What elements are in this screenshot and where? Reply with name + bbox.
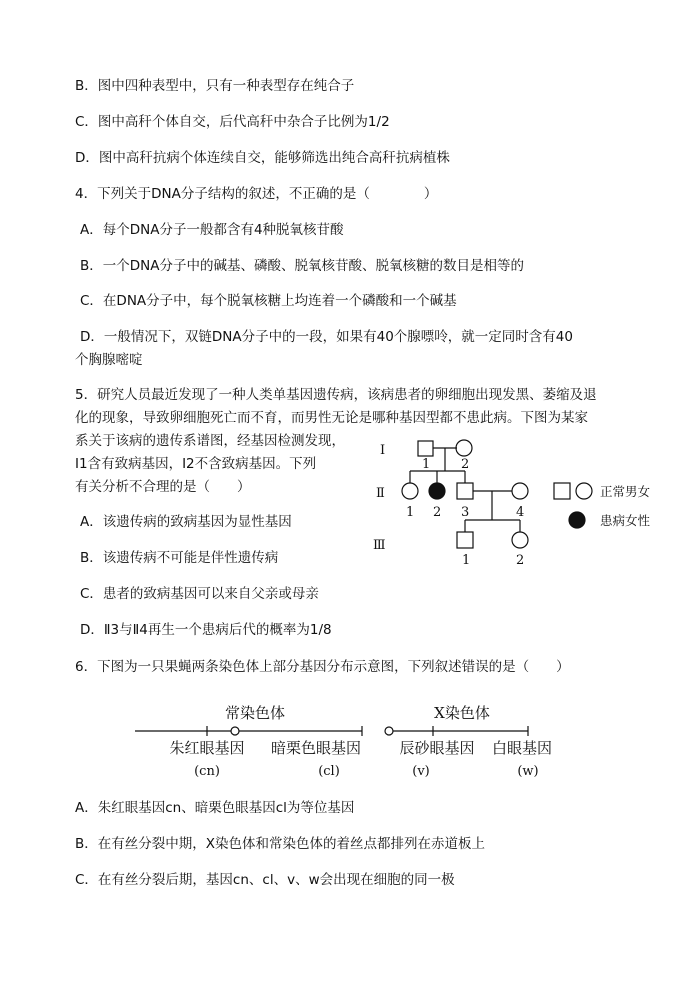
q5-stem-line2: 化的现象，导致卵细胞死亡而不育，而男性无论是哪种基因型都不患此病。下图为某家 [75, 410, 588, 426]
q3-option-c: C．图中高秆个体自交，后代高秆中杂合子比例为1/2 [75, 114, 390, 130]
pedigree-iii1-male [457, 532, 473, 548]
gene-cl-label: 暗栗色眼基因 [270, 739, 362, 757]
q5-stem-line3: 系关于该病的遗传系谱图，经基因检测发现， [75, 433, 345, 449]
q5-option-b: B．该遗传病不可能是伴性遗传病 [80, 550, 279, 566]
q4-option-d-line1: D．一般情况下，双链DNA分子中的一段，如果有40个腺嘌呤，就一定同时含有40 [80, 329, 573, 345]
q5-stem-line4: Ⅰ1含有致病基因，Ⅰ2不含致病基因。下列 [75, 456, 317, 472]
pedigree-i1-male [418, 441, 433, 456]
q5-option-a: A．该遗传病的致病基因为显性基因 [80, 514, 292, 530]
q4-stem: 4．下列关于DNA分子结构的叙述，不正确的是（ ） [75, 186, 438, 202]
pedigree-ii3-male [457, 483, 473, 499]
q6-stem: 6．下图为一只果蝇两条染色体上部分基因分布示意图，下列叙述错误的是（ ） [75, 659, 570, 675]
legend-male-symbol [554, 483, 570, 499]
pedigree-iii2-num: 2 [516, 553, 525, 568]
legend-affected-label: 患病女性 [600, 513, 651, 528]
pedigree-iii2-female [512, 532, 528, 548]
pedigree-i2-num: 2 [461, 457, 470, 472]
pedigree-ii1-num: 1 [406, 505, 415, 520]
gene-v-label: 辰砂眼基因 [399, 739, 475, 757]
q6-option-c: C．在有丝分裂后期，基因cn、cl、v、w会出现在细胞的同一极 [75, 872, 455, 888]
pedigree-ii4-female [512, 483, 528, 499]
pedigree-ii4-num: 4 [516, 505, 525, 520]
legend-female-symbol [576, 483, 592, 499]
q3-option-b: B．图中四种表型中，只有一种表型存在纯合子 [75, 78, 355, 94]
x-chromosome-centromere [385, 727, 393, 735]
q5-option-c: C．患者的致病基因可以来自父亲或母亲 [80, 586, 319, 602]
pedigree-gen2-label: Ⅱ [376, 486, 385, 501]
q4-option-c: C．在DNA分子中，每个脱氧核糖上均连着一个磷酸和一个碱基 [80, 293, 457, 309]
q4-option-d-line2: 个胸腺嘧啶 [75, 352, 143, 368]
pedigree-ii1-female [402, 483, 418, 499]
q4-option-a: A．每个DNA分子一般都含有4种脱氧核苷酸 [80, 222, 344, 238]
pedigree-i1-num: 1 [422, 457, 431, 472]
x-chromosome-label: X染色体 [434, 704, 490, 722]
q5-stem-line5: 有关分析不合理的是（ ） [75, 479, 251, 495]
pedigree-ii2-affected-female [429, 483, 445, 499]
gene-cn-label: 朱红眼基因 [169, 739, 245, 757]
q3-option-d: D．图中高秆抗病个体连续自交，能够筛选出纯合高秆抗病植株 [75, 150, 450, 166]
autosome-label: 常染色体 [224, 704, 286, 722]
pedigree-ii2-num: 2 [433, 505, 442, 520]
q5-stem-line1: 5．研究人员最近发现了一种人类单基因遗传病，该病患者的卵细胞出现发黑、萎缩及退 [75, 387, 597, 403]
q4-option-b: B．一个DNA分子中的碱基、磷酸、脱氧核苷酸、脱氧核糖的数目是相等的 [80, 258, 524, 274]
gene-w-label: 白眼基因 [491, 739, 553, 757]
gene-v-symbol: (v) [412, 764, 430, 779]
q5-option-d: D．Ⅱ3与Ⅱ4再生一个患病后代的概率为1/8 [80, 622, 332, 638]
q6-option-a: A．朱红眼基因cn、暗栗色眼基因cl为等位基因 [75, 800, 355, 816]
pedigree-gen1-label: Ⅰ [380, 443, 386, 458]
legend-normal-label: 正常男女 [600, 484, 651, 499]
pedigree-gen3-label: Ⅲ [373, 538, 386, 553]
autosome-centromere [231, 727, 239, 735]
gene-w-symbol: (w) [517, 764, 539, 779]
gene-cl-symbol: (cl) [318, 764, 340, 779]
pedigree-ii3-num: 3 [461, 505, 470, 520]
legend-affected-symbol [569, 512, 585, 528]
q6-option-b: B．在有丝分裂中期，X染色体和常染色体的着丝点都排列在赤道板上 [75, 836, 486, 852]
pedigree-i2-female [456, 440, 472, 456]
pedigree-iii1-num: 1 [462, 553, 471, 568]
gene-cn-symbol: (cn) [194, 764, 220, 779]
